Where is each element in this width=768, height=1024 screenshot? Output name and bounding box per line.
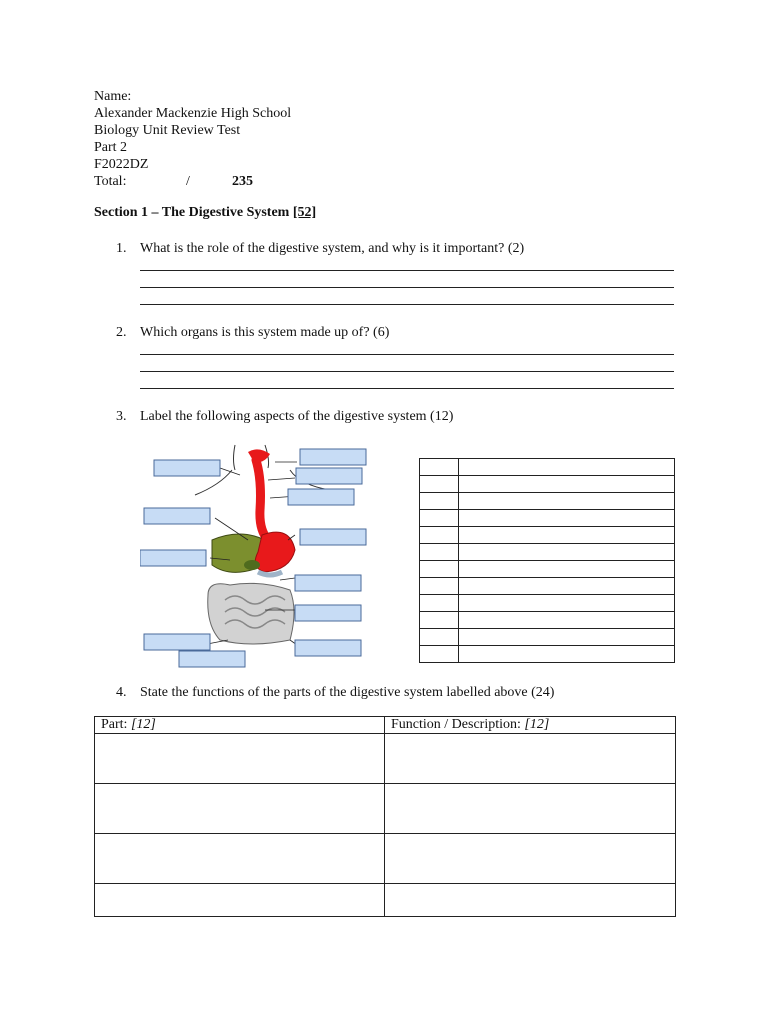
section-title: Section 1 – The Digestive System [94, 205, 293, 220]
total-slash: / [186, 174, 190, 189]
label-box[interactable] [288, 489, 354, 505]
table-row [420, 459, 675, 476]
part-cell[interactable] [95, 784, 385, 834]
table-cell[interactable] [459, 595, 675, 612]
digestive-system-diagram [140, 440, 370, 670]
table-row [420, 646, 675, 663]
table-header-row [95, 717, 676, 734]
table-cell[interactable] [420, 459, 459, 476]
table-row [420, 476, 675, 493]
table-row [95, 834, 676, 884]
table-cell[interactable] [459, 527, 675, 544]
large-intestine [208, 583, 294, 644]
label-box[interactable] [296, 468, 362, 484]
table-row [420, 561, 675, 578]
function-cell[interactable] [385, 784, 676, 834]
table-row [420, 544, 675, 561]
name-label: Name: [94, 89, 132, 104]
function-header-label: Function / Description: [391, 717, 525, 732]
pancreas [258, 572, 282, 575]
table-row [420, 527, 675, 544]
question-1-number: 1. [116, 241, 127, 256]
answer-line[interactable] [140, 354, 674, 355]
school-name: Alexander Mackenzie High School [94, 106, 292, 121]
test-title: Biology Unit Review Test [94, 123, 241, 138]
table-cell[interactable] [420, 527, 459, 544]
table-cell[interactable] [420, 612, 459, 629]
answer-line[interactable] [140, 287, 674, 288]
question-4-number: 4. [116, 685, 127, 700]
label-box[interactable] [179, 651, 245, 667]
table-row [95, 784, 676, 834]
table-cell[interactable] [459, 476, 675, 493]
test-part: Part 2 [94, 140, 128, 155]
function-cell[interactable] [385, 734, 676, 784]
course-code: F2022DZ [94, 157, 149, 172]
table-cell[interactable] [420, 510, 459, 527]
table-cell[interactable] [459, 646, 675, 663]
answer-line[interactable] [140, 304, 674, 305]
table-row [420, 510, 675, 527]
label-box[interactable] [300, 529, 366, 545]
table-row [420, 578, 675, 595]
table-row [420, 629, 675, 646]
label-box[interactable] [154, 460, 220, 476]
question-1-text: What is the role of the digestive system, and why is it important? (2) [140, 241, 525, 256]
table-cell[interactable] [459, 561, 675, 578]
label-box[interactable] [140, 550, 206, 566]
label-box[interactable] [295, 640, 361, 656]
gallbladder [244, 560, 260, 570]
total-value: 235 [232, 174, 253, 189]
table-cell[interactable] [420, 578, 459, 595]
label-answer-table [419, 458, 675, 663]
part-header [95, 717, 385, 734]
table-row [420, 612, 675, 629]
table-row [95, 884, 676, 917]
table-cell[interactable] [459, 544, 675, 561]
part-cell[interactable] [95, 734, 385, 784]
table-cell[interactable] [459, 612, 675, 629]
part-cell[interactable] [95, 884, 385, 917]
table-row [420, 595, 675, 612]
stomach [255, 532, 295, 572]
table-cell[interactable] [459, 493, 675, 510]
table-cell[interactable] [420, 544, 459, 561]
part-header-points: [12] [130, 717, 156, 732]
table-cell[interactable] [420, 476, 459, 493]
label-box[interactable] [295, 575, 361, 591]
question-3-text: Label the following aspects of the digestive system (12) [140, 409, 454, 424]
table-cell[interactable] [459, 510, 675, 527]
section-score: [52] [292, 205, 317, 220]
part-header-label: Part: [101, 717, 131, 732]
function-cell[interactable] [385, 834, 676, 884]
answer-line[interactable] [140, 388, 674, 389]
table-cell[interactable] [420, 629, 459, 646]
function-header [385, 717, 676, 734]
answer-line[interactable] [140, 371, 674, 372]
table-cell[interactable] [459, 578, 675, 595]
label-box[interactable] [144, 634, 210, 650]
table-cell[interactable] [420, 646, 459, 663]
table-cell[interactable] [420, 595, 459, 612]
table-row [95, 734, 676, 784]
total-label: Total: [94, 174, 127, 189]
esophagus [256, 460, 268, 540]
label-box[interactable] [295, 605, 361, 621]
question-2-text: Which organs is this system made up of? (6) [140, 325, 390, 340]
label-box[interactable] [300, 449, 366, 465]
table-cell[interactable] [459, 459, 675, 476]
table-row [420, 493, 675, 510]
question-3-number: 3. [116, 409, 127, 424]
table-cell[interactable] [420, 493, 459, 510]
function-table [94, 716, 676, 917]
function-header-points: [12] [524, 717, 550, 732]
function-cell[interactable] [385, 884, 676, 917]
answer-line[interactable] [140, 270, 674, 271]
table-cell[interactable] [420, 561, 459, 578]
label-box[interactable] [144, 508, 210, 524]
part-cell[interactable] [95, 834, 385, 884]
question-2-number: 2. [116, 325, 127, 340]
section-heading [94, 205, 316, 221]
table-cell[interactable] [459, 629, 675, 646]
question-4-text: State the functions of the parts of the digestive system labelled above (24) [140, 685, 555, 700]
